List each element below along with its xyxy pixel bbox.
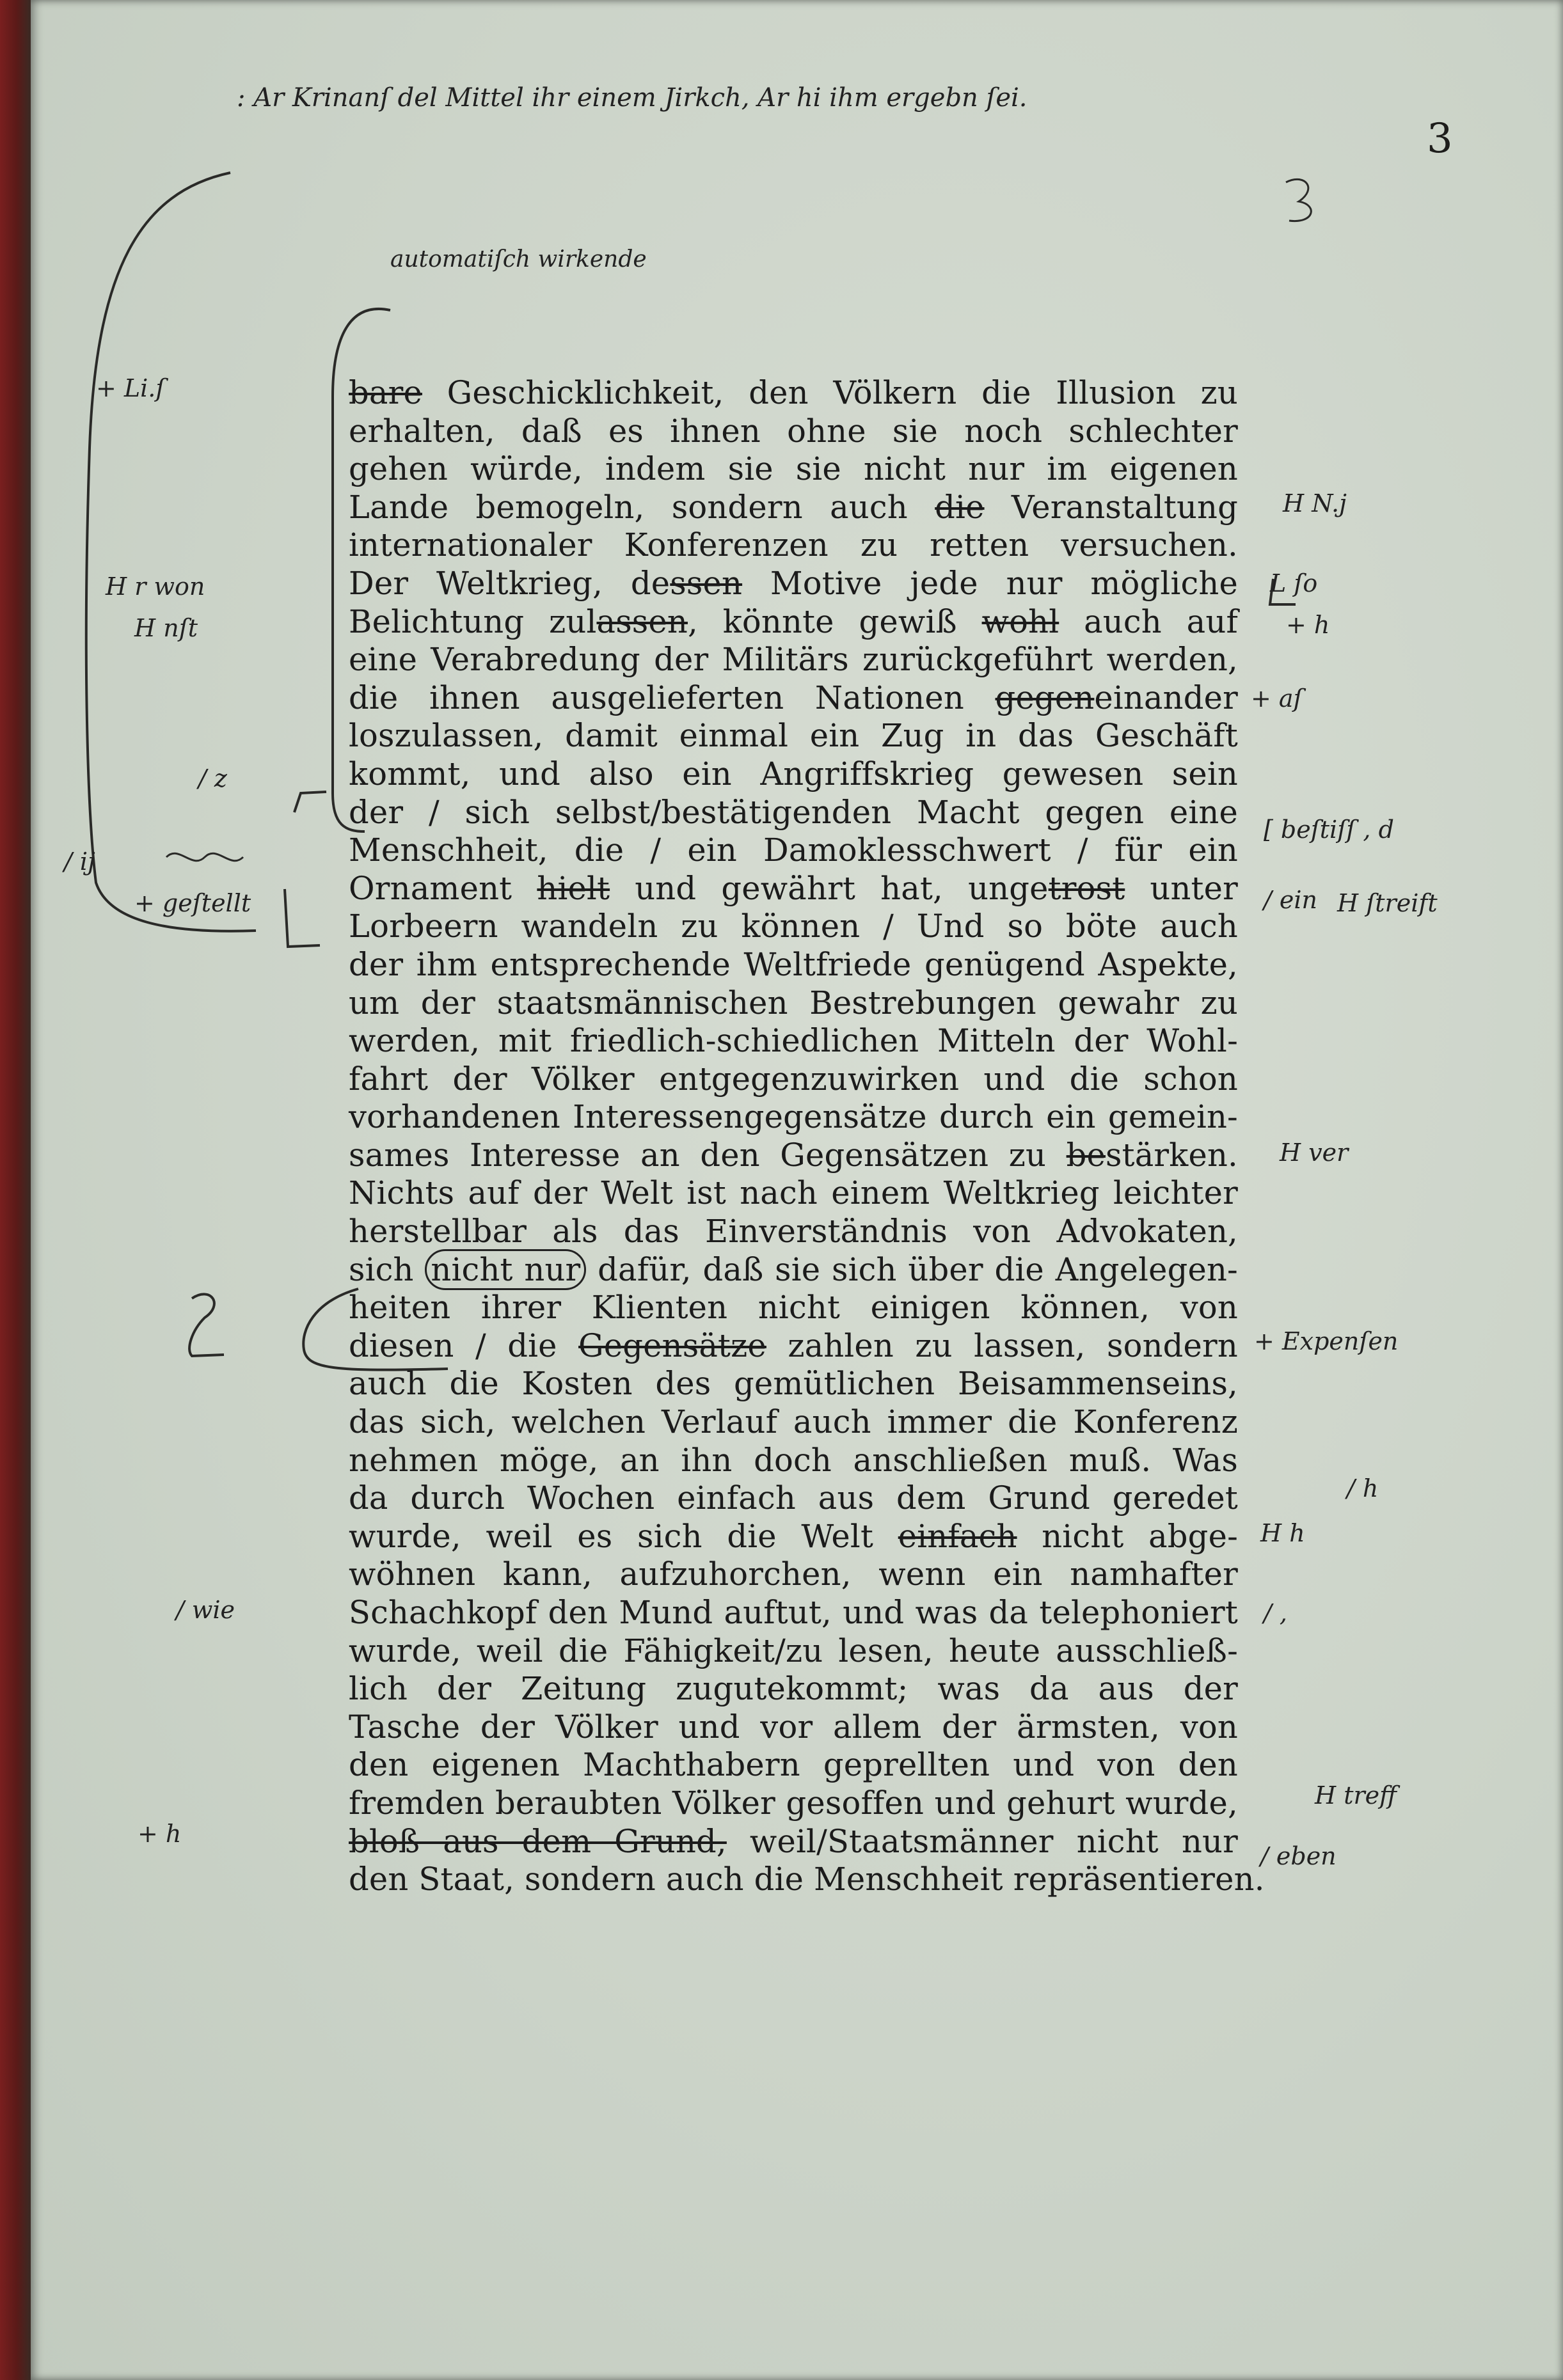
right-note-3: + h [1286,611,1330,639]
text-line-30: da durch Wochen einfach aus dem Grund geredet [349,1479,1238,1517]
text-line-34: wurde, weil die Fähigkeit/zu lesen, heute ausschließ- [349,1632,1238,1669]
struck-word: be [1066,1136,1106,1174]
text-line-39: bloß aus dem Grund, weil/Staatsmänner nicht nur [349,1822,1238,1860]
text-line-18: werden, mit friedlich-schiedlichen Mitteln der Wohl- [349,1022,1238,1060]
left-note-6: + geſtellt [134,889,251,917]
text-line-6: Der Weltkrieg, dessen Motive jede nur mögliche [349,564,1238,602]
left-note-5: / ij [64,847,95,876]
text-line-1: bare Geschicklichkeit, den Völkern die Illusion zu [349,374,1238,411]
left-note-4: / z [198,764,227,792]
text-line-32: wöhnen kann, aufzuhorchen, wenn ein namhafter [349,1556,1238,1593]
right-note-6: / ein [1264,886,1317,914]
struck-word: gegen [995,679,1095,716]
text-line-33: Schachkopf den Mund auftut, und was da telephoniert [349,1594,1238,1631]
above-text-note: automatiſch wirkende [390,246,647,272]
text-line-38: fremden beraubten Völker gesoffen und gehurt wurde, [349,1784,1238,1822]
text-line-15: Lorbeern wandeln zu können / Und so böte auch [349,908,1238,945]
text-line-17: um der staatsmännischen Bestrebungen gewahr zu [349,984,1238,1021]
right-note-8: H ver [1280,1139,1349,1167]
page-number: 3 [1427,115,1453,162]
text-line-21: sames Interesse an den Gegensätzen zu bestärken. [349,1136,1238,1174]
text-line-11: kommt, und also ein Angriffskrieg gewesen sein [349,755,1238,792]
text-line-26: diesen / die Gegensätze zahlen zu lassen, sondern [349,1327,1238,1364]
text-line-23: herstellbar als das Einverständnis von Advokaten, [349,1213,1238,1250]
right-note-11: H h [1260,1519,1305,1547]
right-note-12: / , [1264,1599,1287,1627]
struck-word: bare [349,374,422,411]
left-note-2: H r won [106,572,205,601]
text-line-8: eine Verabredung der Militärs zurückgeführt werden, [349,641,1238,679]
text-line-19: fahrt der Völker entgegenzuwirken und die schon [349,1060,1238,1098]
struck-word: wohl [981,603,1059,640]
right-note-1: H N.j [1283,489,1347,517]
text-line-9: die ihnen ausgelieferten Nationen gegeneinander [349,679,1238,716]
struck-word: hielt [537,869,610,907]
left-note-1: + Li.ſ [96,374,165,402]
right-note-5: [ beſtiſſ , d [1264,816,1394,844]
right-note-14: / eben [1260,1842,1337,1870]
struck-word: einfach [898,1517,1017,1555]
text-line-25: heiten ihrer Klienten nicht einigen können, von [349,1289,1238,1327]
text-line-28: das sich, welchen Verlauf auch immer die Konferenz [349,1403,1238,1441]
text-line-4: Lande bemogeln, sondern auch die Veranstaltung [349,488,1238,526]
text-line-16: der ihm entsprechende Weltfriede genügend Aspekte, [349,945,1238,983]
struck-word: trost [1048,869,1125,907]
text-line-12: der / sich selbst/bestätigenden Macht gegen eine [349,793,1238,831]
text-line-35: lich der Zeitung zugutekommt; was da aus der [349,1670,1238,1708]
text-line-10: loszulassen, damit einmal ein Zug in das Geschäft [349,717,1238,755]
struck-word: die [935,488,985,526]
left-note-11: + h [138,1820,182,1848]
text-line-22: Nichts auf der Welt ist nach einem Weltkrieg leichter [349,1174,1238,1212]
text-line-31: wurde, weil es sich die Welt einfach nicht abge- [349,1517,1238,1555]
right-note-13: H treff [1315,1781,1397,1809]
text-line-24: sich nicht nur dafür, daß sie sich über die Angelegen- [349,1251,1238,1289]
text-line-14: Ornament hielt und gewährt hat, ungetrost unter [349,869,1238,907]
text-line-5: internationaler Konferenzen zu retten versuchen. [349,526,1238,564]
text-line-36: Tasche der Völker und vor allem der ärmsten, von [349,1708,1238,1746]
struck-word: ssen [670,564,743,602]
text-line-29: nehmen möge, an ihn doch anschließen muß. Was [349,1441,1238,1479]
struck-word: assen [596,603,688,640]
text-line-2: erhalten, daß es ihnen ohne sie noch schlechter [349,412,1238,450]
right-note-7: H ſtreift [1337,889,1438,917]
top-margin-note: : Ar Krinanſ del Mittel ihr einem Jirkch, Ar hi ihm ergebn ſei. [237,83,1027,113]
typeset-body-text [349,374,1265,1899]
text-line-37: den eigenen Machthabern geprellten und von den [349,1746,1238,1784]
text-line-27: auch die Kosten des gemütlichen Beisammenseins, [349,1365,1238,1403]
struck-phrase: bloß aus dem Grund, [349,1822,727,1860]
text-line-20: vorhandenen Interessengegensätze durch ein gemein- [349,1098,1238,1136]
left-note-3: H nſt [134,614,198,642]
text-line-40: den Staat, sondern auch die Menschheit repräsentieren. [349,1861,1265,1898]
text-line-3: gehen würde, indem sie sie nicht nur im eigenen [349,450,1238,488]
right-note-4: + aſ [1251,684,1303,713]
left-note-10: / wie [176,1596,235,1624]
struck-word: Gegensätze [578,1327,766,1364]
circled-phrase: nicht nur [425,1249,586,1290]
right-note-2: L ſo [1270,569,1318,597]
right-note-10: / h [1347,1474,1379,1502]
text-line-13: Menschheit, die / ein Damoklesschwert / für ein [349,831,1238,869]
book-binding-edge [0,0,31,2380]
right-note-9: + Expenſen [1254,1327,1399,1355]
text-line-7: Belichtung zulassen, könnte gewiß wohl auch auf [349,603,1238,640]
